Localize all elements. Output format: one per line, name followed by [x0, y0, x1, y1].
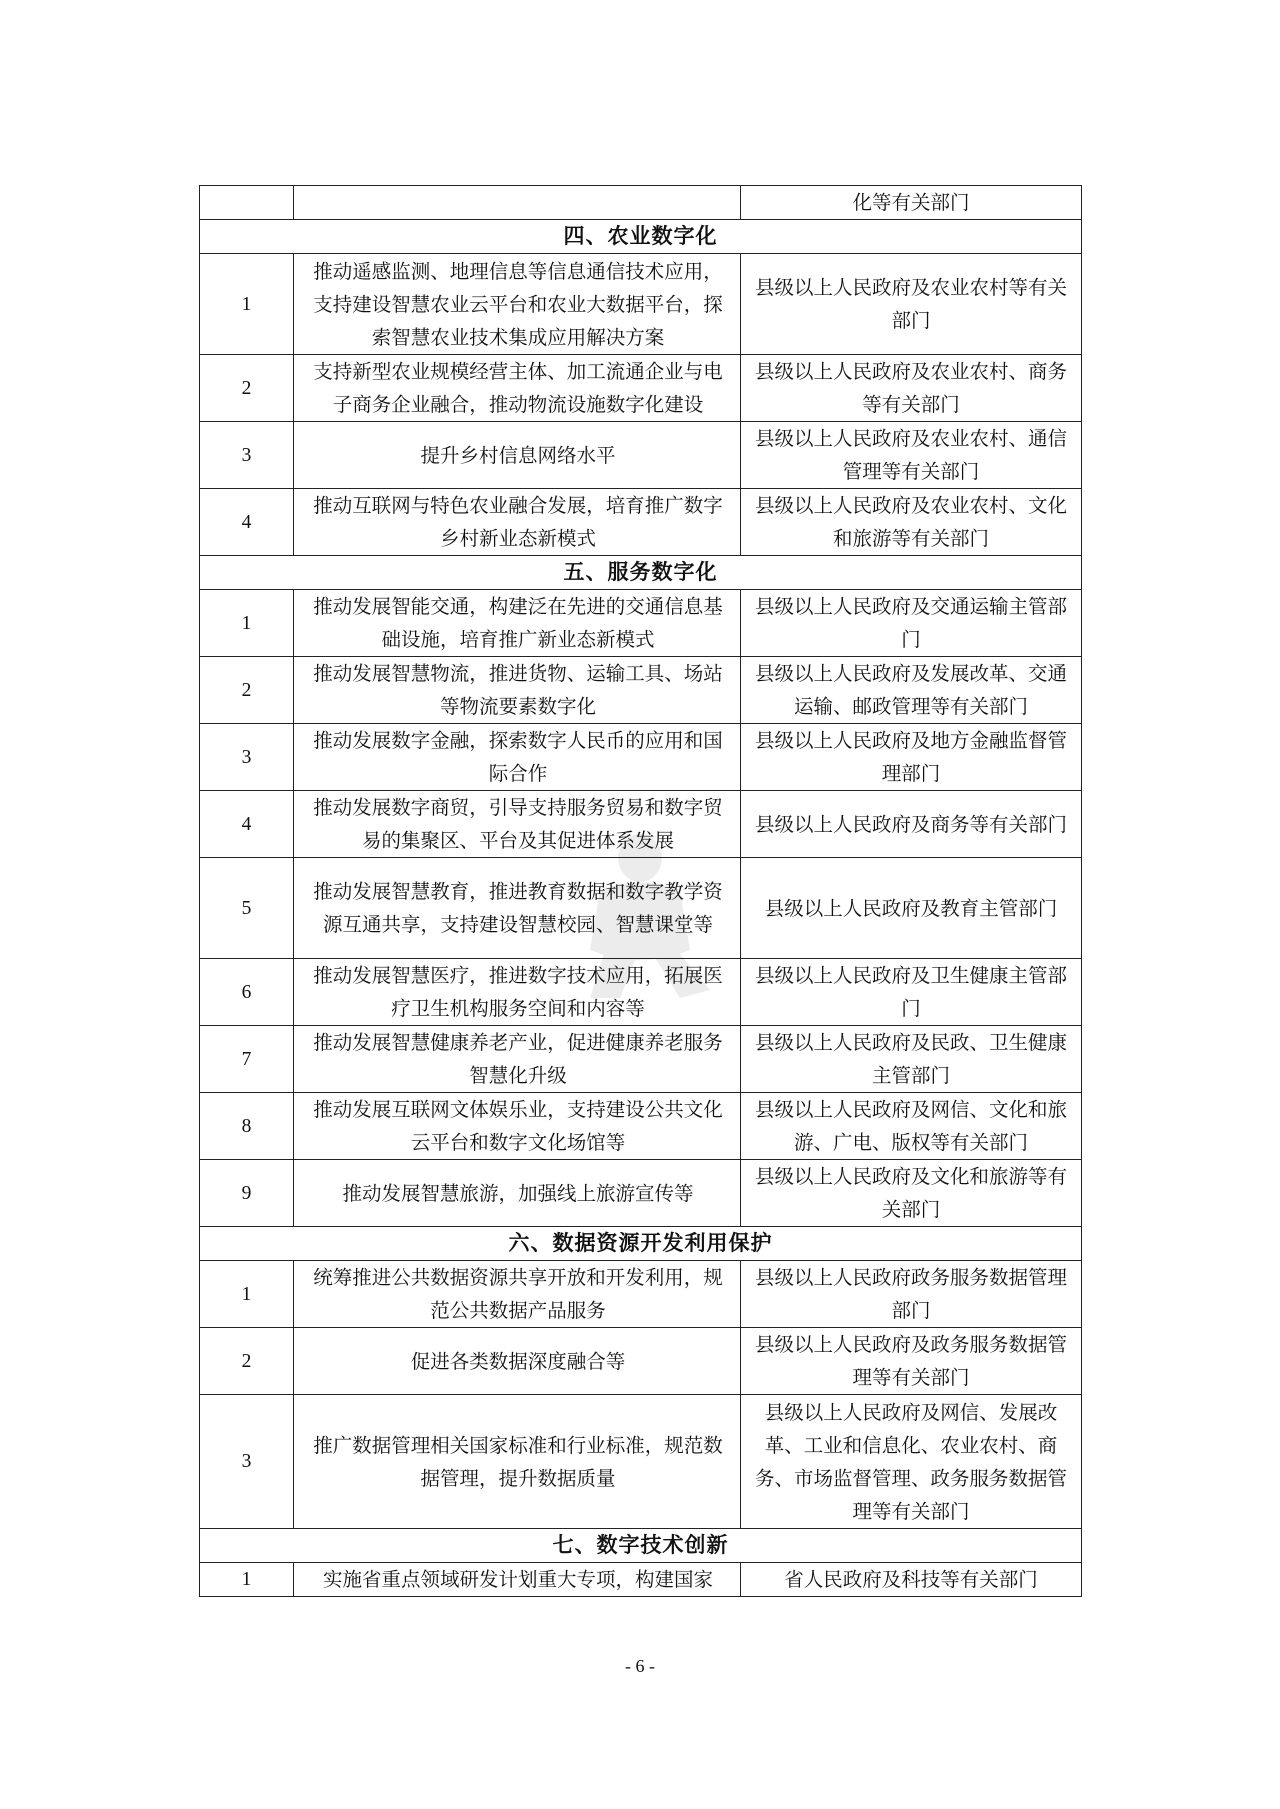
- table-row: [200, 1093, 1082, 1160]
- table-row: [200, 1563, 1082, 1597]
- task-text: 推动发展智慧物流，推进货物、运输工具、场站等物流要素数字化: [294, 657, 741, 724]
- dept-text: 县级以上人民政府及农业农村、文化和旅游等有关部门: [741, 489, 1082, 556]
- table-row: [200, 1026, 1082, 1093]
- table-row: [200, 489, 1082, 556]
- table-row: [200, 254, 1082, 355]
- task-text: 推广数据管理相关国家标准和行业标准，规范数据管理，提升数据质量: [294, 1395, 741, 1529]
- dept-text: 县级以上人民政府政务服务数据管理部门: [741, 1261, 1082, 1328]
- row-number: 2: [200, 355, 294, 422]
- row-number: 6: [200, 959, 294, 1026]
- section-heading-row: [200, 1529, 1082, 1563]
- task-text: 推动互联网与特色农业融合发展，培育推广数字乡村新业态新模式: [294, 489, 741, 556]
- task-text: 推动遥感监测、地理信息等信息通信技术应用，支持建设智慧农业云平台和农业大数据平台，探索智慧农业技术集成应用解决方案: [294, 254, 741, 355]
- task-text: 推动发展智慧教育，推进教育数据和数字教学资源互通共享，支持建设智慧校园、智慧课堂等: [294, 858, 741, 959]
- dept-cell: 化等有关部门: [741, 186, 1082, 220]
- table-row: [200, 858, 1082, 959]
- row-number: 9: [200, 1160, 294, 1227]
- section-title: 五、服务数字化: [200, 556, 1082, 590]
- task-table: [199, 185, 1082, 1597]
- section-title: 七、数字技术创新: [200, 1529, 1082, 1563]
- task-text: 推动发展互联网文体娱乐业，支持建设公共文化云平台和数字文化场馆等: [294, 1093, 741, 1160]
- row-number: 3: [200, 724, 294, 791]
- table-row: [200, 1160, 1082, 1227]
- table-row: [200, 791, 1082, 858]
- row-number: 1: [200, 254, 294, 355]
- table-row: [200, 959, 1082, 1026]
- task-text: 提升乡村信息网络水平: [294, 422, 741, 489]
- continuation-row: [200, 186, 1082, 220]
- table-row: [200, 422, 1082, 489]
- dept-text: 县级以上人民政府及农业农村等有关部门: [741, 254, 1082, 355]
- task-text: 推动发展智慧健康养老产业，促进健康养老服务智慧化升级: [294, 1026, 741, 1093]
- dept-text: 县级以上人民政府及政务服务数据管理等有关部门: [741, 1328, 1082, 1395]
- dept-text: 县级以上人民政府及地方金融监督管理部门: [741, 724, 1082, 791]
- row-number: 1: [200, 590, 294, 657]
- task-text: 推动发展数字金融，探索数字人民币的应用和国际合作: [294, 724, 741, 791]
- section-title: 六、数据资源开发利用保护: [200, 1227, 1082, 1261]
- section-heading-row: [200, 220, 1082, 254]
- task-text: 推动发展智能交通，构建泛在先进的交通信息基础设施，培育推广新业态新模式: [294, 590, 741, 657]
- task-text: 推动发展智慧医疗，推进数字技术应用，拓展医疗卫生机构服务空间和内容等: [294, 959, 741, 1026]
- dept-text: 县级以上人民政府及教育主管部门: [741, 858, 1082, 959]
- task-text: 促进各类数据深度融合等: [294, 1328, 741, 1395]
- dept-text: 县级以上人民政府及网信、文化和旅游、广电、版权等有关部门: [741, 1093, 1082, 1160]
- row-number: 3: [200, 1395, 294, 1529]
- table-row: [200, 355, 1082, 422]
- section-heading-row: [200, 556, 1082, 590]
- dept-text: 县级以上人民政府及发展改革、交通运输、邮政管理等有关部门: [741, 657, 1082, 724]
- row-number: 1: [200, 1563, 294, 1597]
- row-number: 3: [200, 422, 294, 489]
- table-row: [200, 657, 1082, 724]
- page-number: - 6 -: [625, 1656, 655, 1676]
- table-row: [200, 1261, 1082, 1328]
- task-text: 支持新型农业规模经营主体、加工流通企业与电子商务企业融合，推动物流设施数字化建设: [294, 355, 741, 422]
- dept-text: 县级以上人民政府及交通运输主管部门: [741, 590, 1082, 657]
- row-number: 5: [200, 858, 294, 959]
- dept-text: 县级以上人民政府及农业农村、通信管理等有关部门: [741, 422, 1082, 489]
- row-number: 4: [200, 489, 294, 556]
- row-number: 7: [200, 1026, 294, 1093]
- row-number: 4: [200, 791, 294, 858]
- num-cell: [200, 186, 294, 220]
- row-number: 8: [200, 1093, 294, 1160]
- table-row: [200, 1395, 1082, 1529]
- dept-text: 县级以上人民政府及商务等有关部门: [741, 791, 1082, 858]
- row-number: 1: [200, 1261, 294, 1328]
- row-number: 2: [200, 657, 294, 724]
- task-cell: [294, 186, 741, 220]
- dept-text: 县级以上人民政府及网信、发展改革、工业和信息化、农业农村、商务、市场监督管理、政务服务数据管理等有关部门: [741, 1395, 1082, 1529]
- dept-text: 县级以上人民政府及农业农村、商务等有关部门: [741, 355, 1082, 422]
- section-title: 四、农业数字化: [200, 220, 1082, 254]
- section-heading-row: [200, 1227, 1082, 1261]
- task-text: 统筹推进公共数据资源共享开放和开发利用，规范公共数据产品服务: [294, 1261, 741, 1328]
- task-text: 推动发展智慧旅游，加强线上旅游宣传等: [294, 1160, 741, 1227]
- task-text: 推动发展数字商贸，引导支持服务贸易和数字贸易的集聚区、平台及其促进体系发展: [294, 791, 741, 858]
- table-row: [200, 1328, 1082, 1395]
- dept-text: 县级以上人民政府及文化和旅游等有关部门: [741, 1160, 1082, 1227]
- table-row: [200, 724, 1082, 791]
- table-row: [200, 590, 1082, 657]
- dept-text: 县级以上人民政府及民政、卫生健康主管部门: [741, 1026, 1082, 1093]
- dept-text: 省人民政府及科技等有关部门: [741, 1563, 1082, 1597]
- dept-text: 县级以上人民政府及卫生健康主管部门: [741, 959, 1082, 1026]
- row-number: 2: [200, 1328, 294, 1395]
- task-text: 实施省重点领域研发计划重大专项，构建国家: [294, 1563, 741, 1597]
